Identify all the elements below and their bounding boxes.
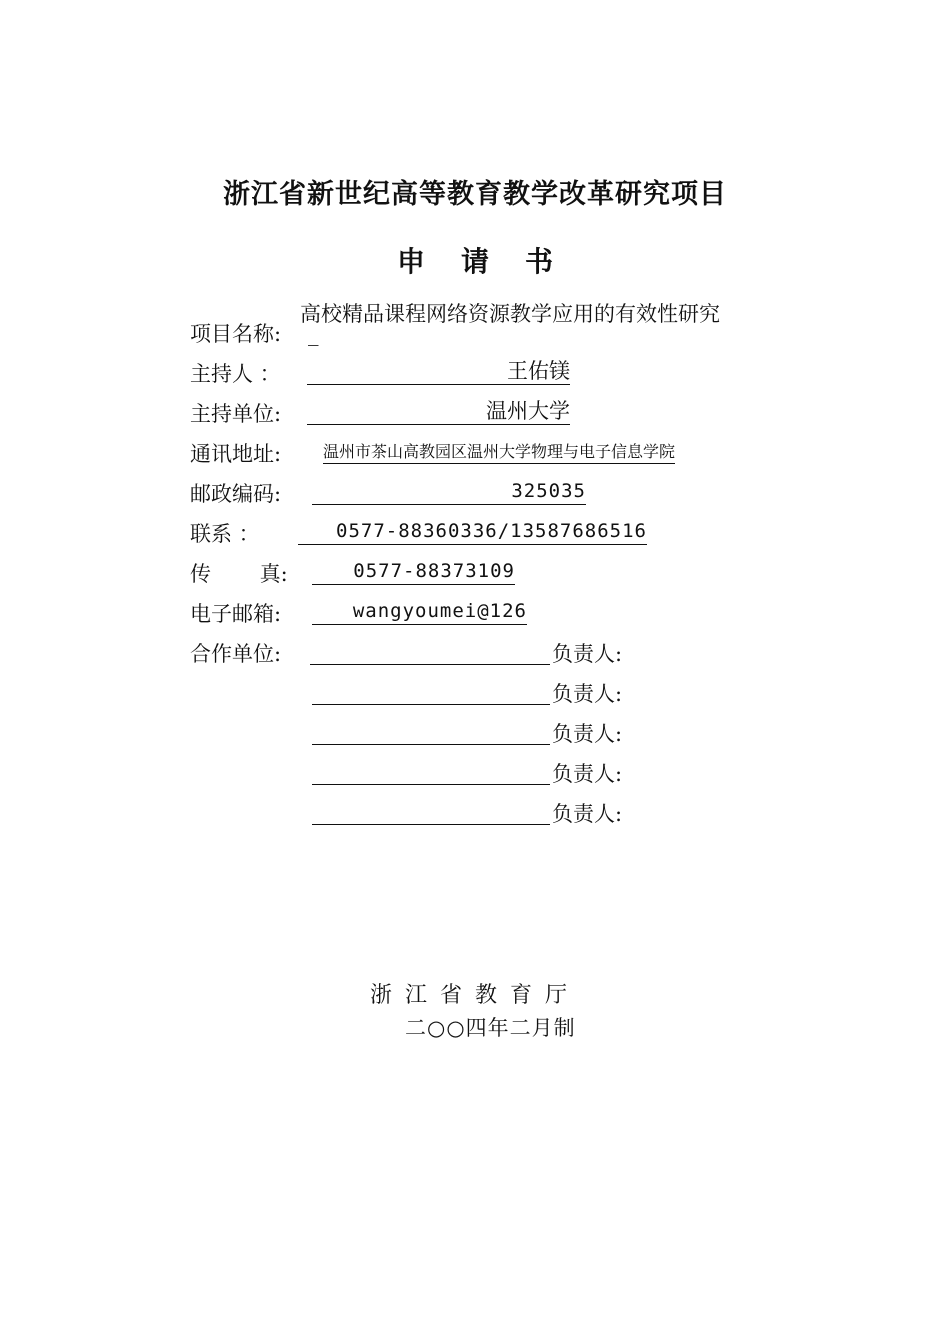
cooperation-unit-field (310, 638, 550, 665)
contact-field: 0577-88360336/13587686516 (298, 518, 647, 545)
cooperation-row (312, 718, 642, 748)
host-label: 主持人 ： (190, 362, 281, 386)
cooperation-row (312, 638, 642, 668)
cooperation-row (312, 798, 642, 828)
responsible-label: 负责人: (552, 762, 623, 786)
cooperation-unit-field (312, 758, 550, 785)
postcode-field: 325035 (312, 478, 586, 505)
responsible-label: 负责人: (552, 642, 623, 666)
project-name-value: 高校精品课程网络资源教学应用的有效性研究 (300, 302, 720, 326)
fax-field: 0577-88373109 (312, 558, 515, 585)
cooperation-unit-field (312, 718, 550, 745)
project-name-label: 项目名称: (190, 322, 282, 346)
address-label: 通讯地址: (190, 442, 282, 466)
cooperation-row (312, 678, 642, 708)
cooperation-row (312, 758, 642, 788)
postcode-label: 邮政编码: (190, 482, 282, 506)
fax-label (190, 558, 288, 588)
document-title: 浙江省新世纪高等教育教学改革研究项目 (223, 179, 727, 210)
issue-date: 二○○四年二月制 (405, 1016, 576, 1040)
project-name-trail: _ (308, 322, 319, 346)
address-field: 温州市茶山高教园区温州大学物理与电子信息学院 (323, 441, 675, 464)
contact-label: 联系 ： (190, 522, 260, 546)
responsible-label: 负责人: (552, 722, 623, 746)
host-unit-field: 温州大学 (307, 398, 570, 425)
responsible-label: 负责人: (552, 682, 623, 706)
fax-label-text: 传 真: (190, 562, 288, 586)
cooperation-label: 合作单位: (190, 642, 282, 666)
responsible-label: 负责人: (552, 802, 623, 826)
host-unit-label: 主持单位: (190, 402, 282, 426)
cooperation-unit-field (312, 798, 550, 825)
issuer: 浙江省教育厅 (369, 983, 580, 1008)
host-field: 王佑镁 (307, 358, 570, 385)
email-label: 电子邮箱: (190, 602, 282, 626)
email-field: wangyoumei@126 (312, 598, 527, 625)
document-subtitle: 申请书 (396, 245, 589, 278)
cooperation-unit-field (312, 678, 550, 705)
